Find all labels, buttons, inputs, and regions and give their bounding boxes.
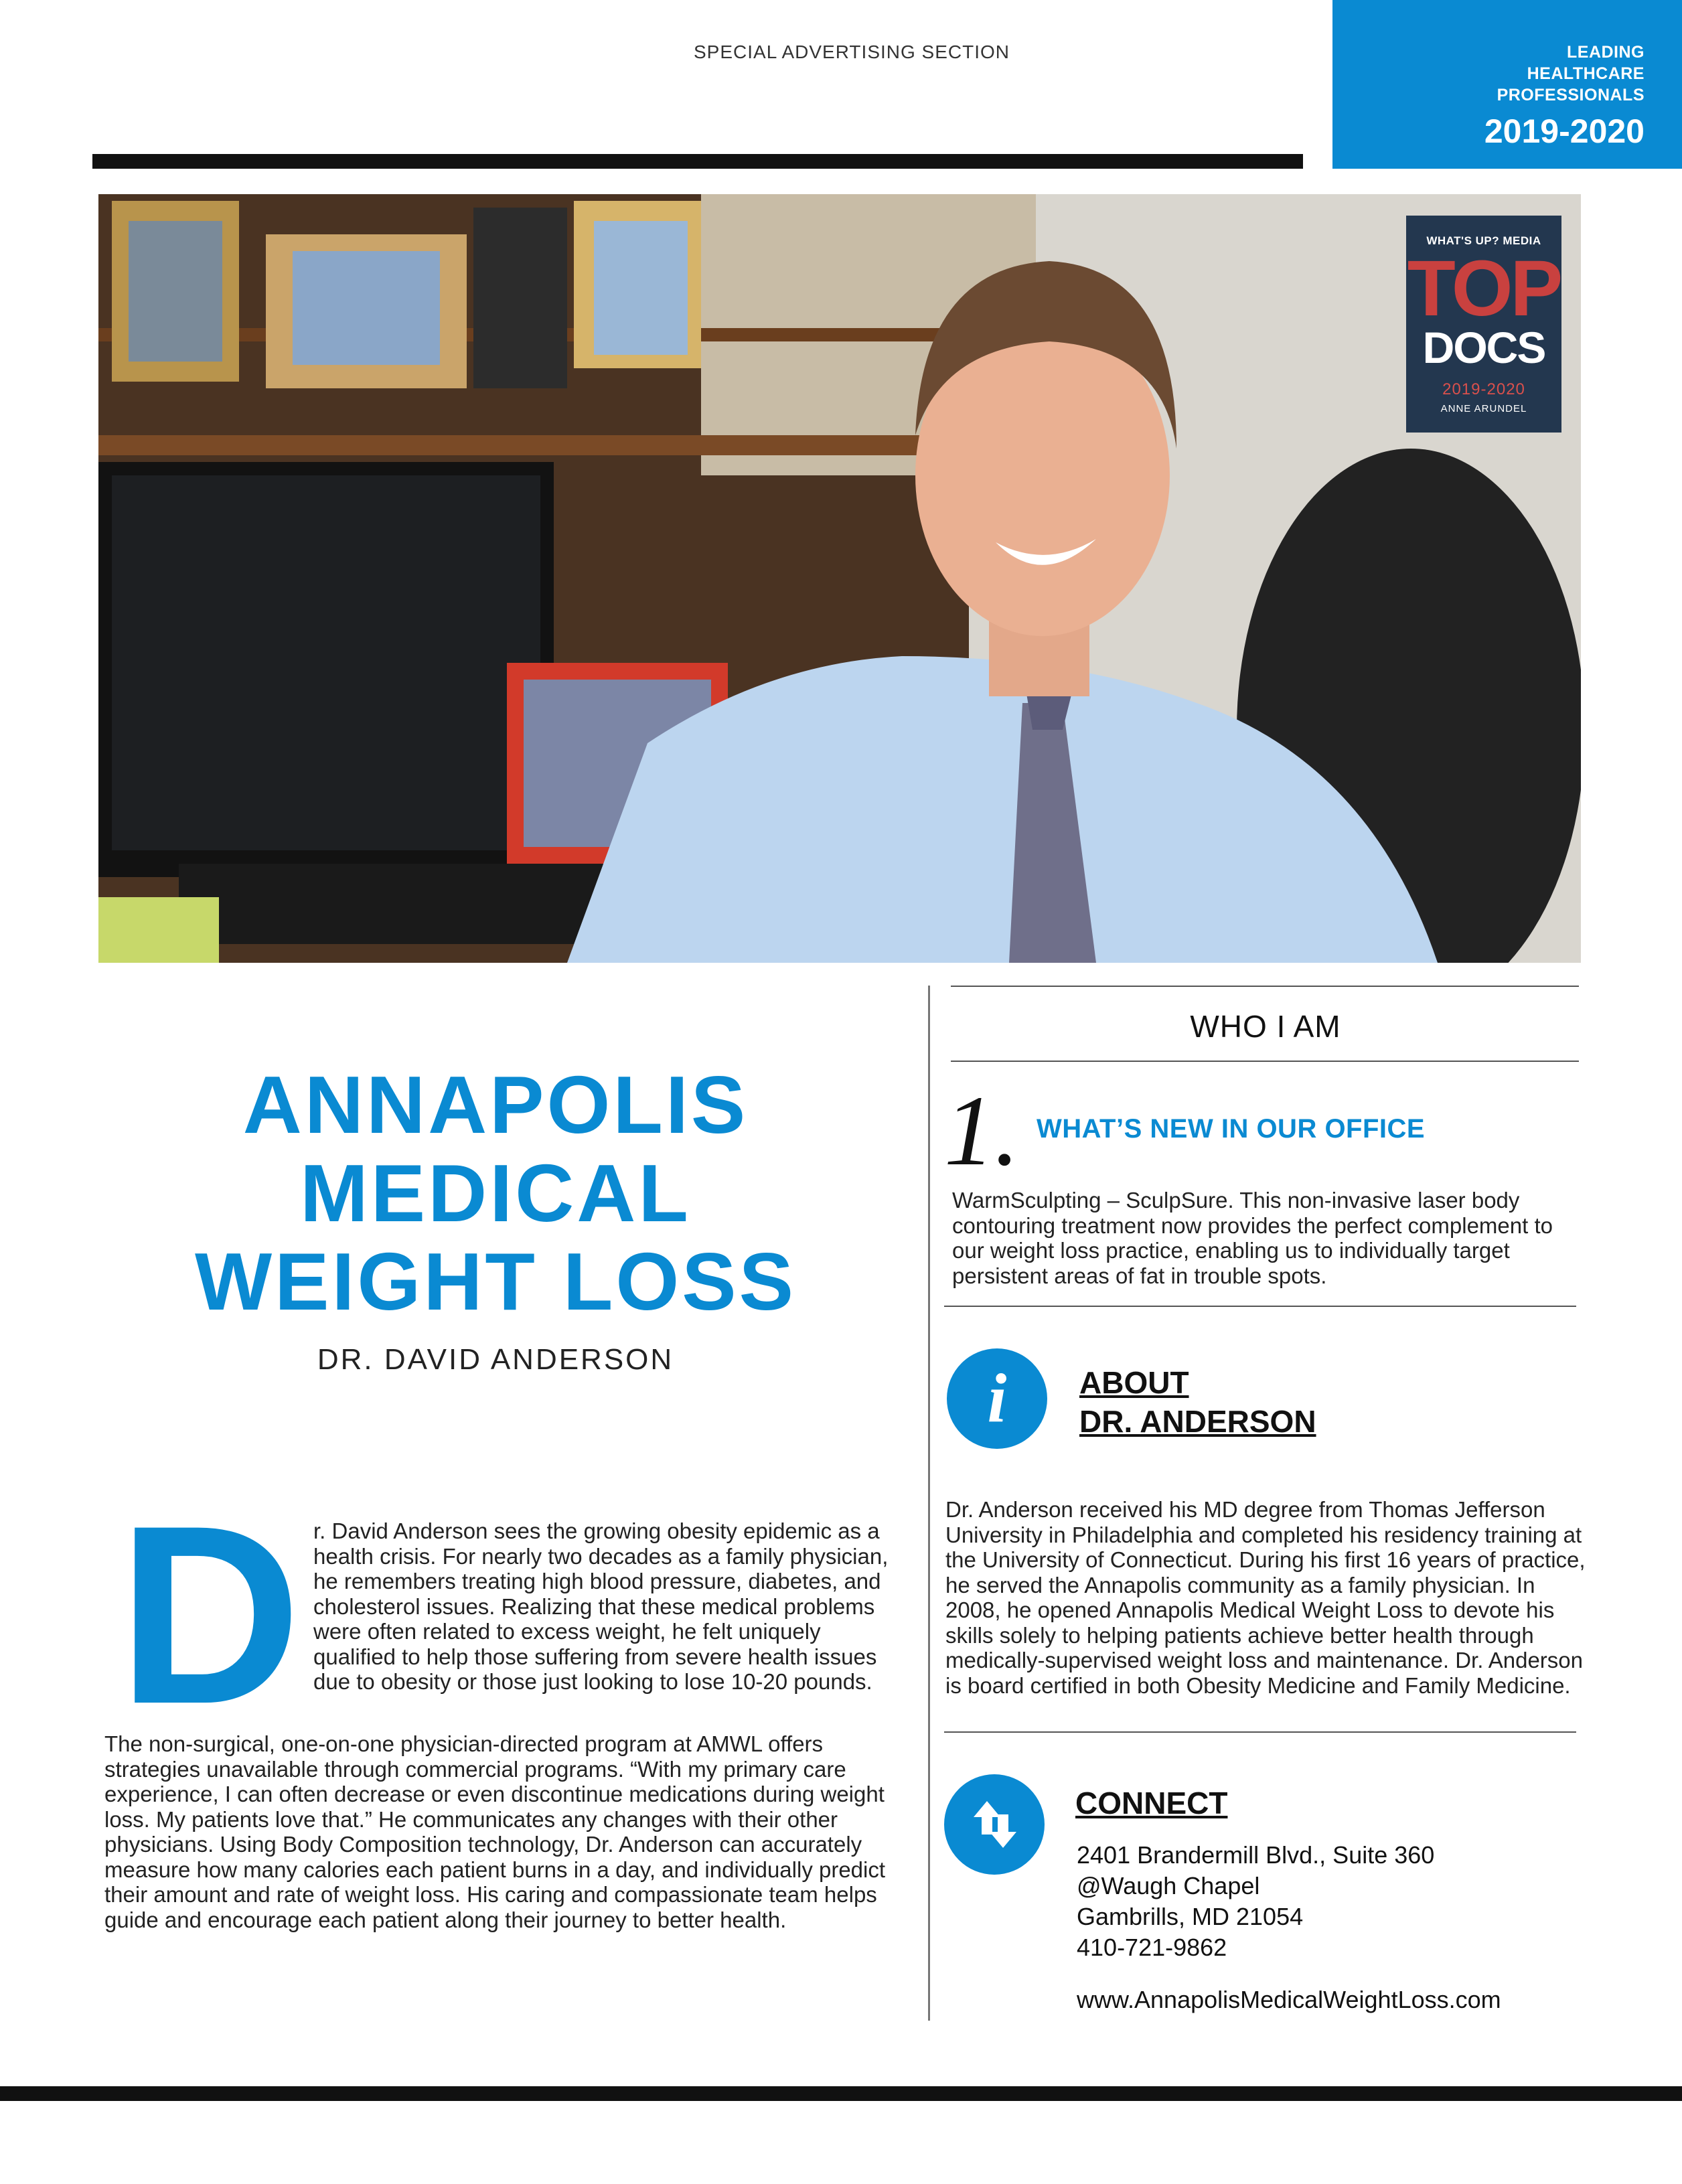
title-line-1: ANNAPOLIS — [242, 1059, 749, 1150]
column-divider — [928, 986, 930, 2021]
drop-cap: D — [117, 1472, 302, 1757]
info-icon: i — [947, 1348, 1047, 1449]
banner-line-1: LEADING — [1567, 43, 1645, 62]
doctor-photo — [98, 194, 1581, 963]
bottom-divider — [0, 2086, 1682, 2101]
title-line-3: WEIGHT LOSS — [195, 1236, 796, 1327]
badge-docs: DOCS — [1422, 323, 1545, 372]
leading-professionals-banner — [1332, 0, 1682, 169]
address-line-1: 2401 Brandermill Blvd., Suite 360 — [1077, 1841, 1435, 1869]
about-heading-line-1: ABOUT — [1079, 1365, 1189, 1400]
badge-region: ANNE ARUNDEL — [1440, 403, 1527, 414]
doctor-photo-illustration — [98, 194, 1581, 963]
swap-arrows-glyph — [944, 1774, 1045, 1875]
about-text: Dr. Anderson received his MD degree from Thomas Jefferson University in Philadelphia and completed his residency training at the University of Connecticut. During his first 16 years of practice, he served the Annapolis community as a family physician. In 2008, he opened Annapolis Medical Weight Loss to devote his skills solely to helping patients achieve better health through medically-supervised weight loss and maintenance. Dr. Anderson is board certified in both Obesity Medicine and Family Medicine. — [945, 1497, 1586, 1698]
title-line-2: MEDICAL — [300, 1148, 691, 1239]
address-line-3: Gambrills, MD 21054 — [1077, 1903, 1304, 1930]
contact-address — [1077, 1840, 1434, 1963]
doctor-name: DR. DAVID ANDERSON — [317, 1343, 674, 1376]
whats-new-text: WarmSculpting – SculpSure. This non-invasive laser body contouring treatment now provides the perfect complement to our weight loss practice, enabling us to individually target persistent areas of fat in trouble spots. — [952, 1188, 1553, 1288]
top-docs-badge — [1406, 216, 1561, 433]
badge-year: 2019-2020 — [1442, 380, 1525, 398]
address-line-2: @Waugh Chapel — [1077, 1872, 1260, 1899]
section-number: 1. — [944, 1075, 1020, 1186]
website-link[interactable]: www.AnnapolisMedicalWeightLoss.com — [1077, 1986, 1501, 2013]
banner-line-2: HEALTHCARE — [1527, 64, 1645, 83]
phone-number: 410-721-9862 — [1077, 1934, 1227, 1961]
who-i-am-heading: WHO I AM — [1190, 1009, 1341, 1044]
article-body: The non-surgical, one-on-one physician-directed program at AMWL offers strategies unavailable through commercial programs. “With my primary care experience, I can often decrease or even discontinue medications during weight loss. My patients love that.” He communicates any changes with their other physicians. Using Body Composition technology, Dr. Anderson can accurately measure how many calories each patient burns in a day, and individually predict their amount and rate of weight loss. His caring and compassionate team helps guide and encourage each patient along their journey to better health. — [104, 1731, 886, 1932]
article-intro: r. David Anderson sees the growing obesity epidemic as a health crisis. For nearly two decades as a family physician, he remembers treating high blood pressure, diabetes, and cholesterol issues. Realizing that these medical problems were often related to excess weight, he felt uniquely qualified to help those suffering from severe health issues due to obesity or those just looking to lose 10-20 pounds. — [313, 1518, 889, 1694]
about-heading-line-2: DR. ANDERSON — [1079, 1404, 1316, 1439]
who-bottom-rule — [951, 1061, 1579, 1062]
about-bottom-rule — [944, 1731, 1576, 1733]
badge-publisher: WHAT'S UP? MEDIA — [1426, 234, 1541, 247]
top-divider — [92, 154, 1303, 169]
swap-arrows-icon — [944, 1774, 1045, 1875]
banner-line-3: PROFESSIONALS — [1497, 86, 1645, 104]
banner-year: 2019-2020 — [1484, 112, 1645, 150]
new-bottom-rule — [944, 1306, 1576, 1307]
page-title — [100, 1061, 891, 1326]
who-top-rule — [951, 986, 1579, 987]
whats-new-heading: WHAT’S NEW IN OUR OFFICE — [1037, 1114, 1426, 1144]
badge-top: TOP — [1407, 244, 1561, 333]
connect-heading: CONNECT — [1075, 1786, 1228, 1820]
about-heading — [1079, 1363, 1316, 1441]
section-label: SPECIAL ADVERTISING SECTION — [694, 42, 1010, 62]
